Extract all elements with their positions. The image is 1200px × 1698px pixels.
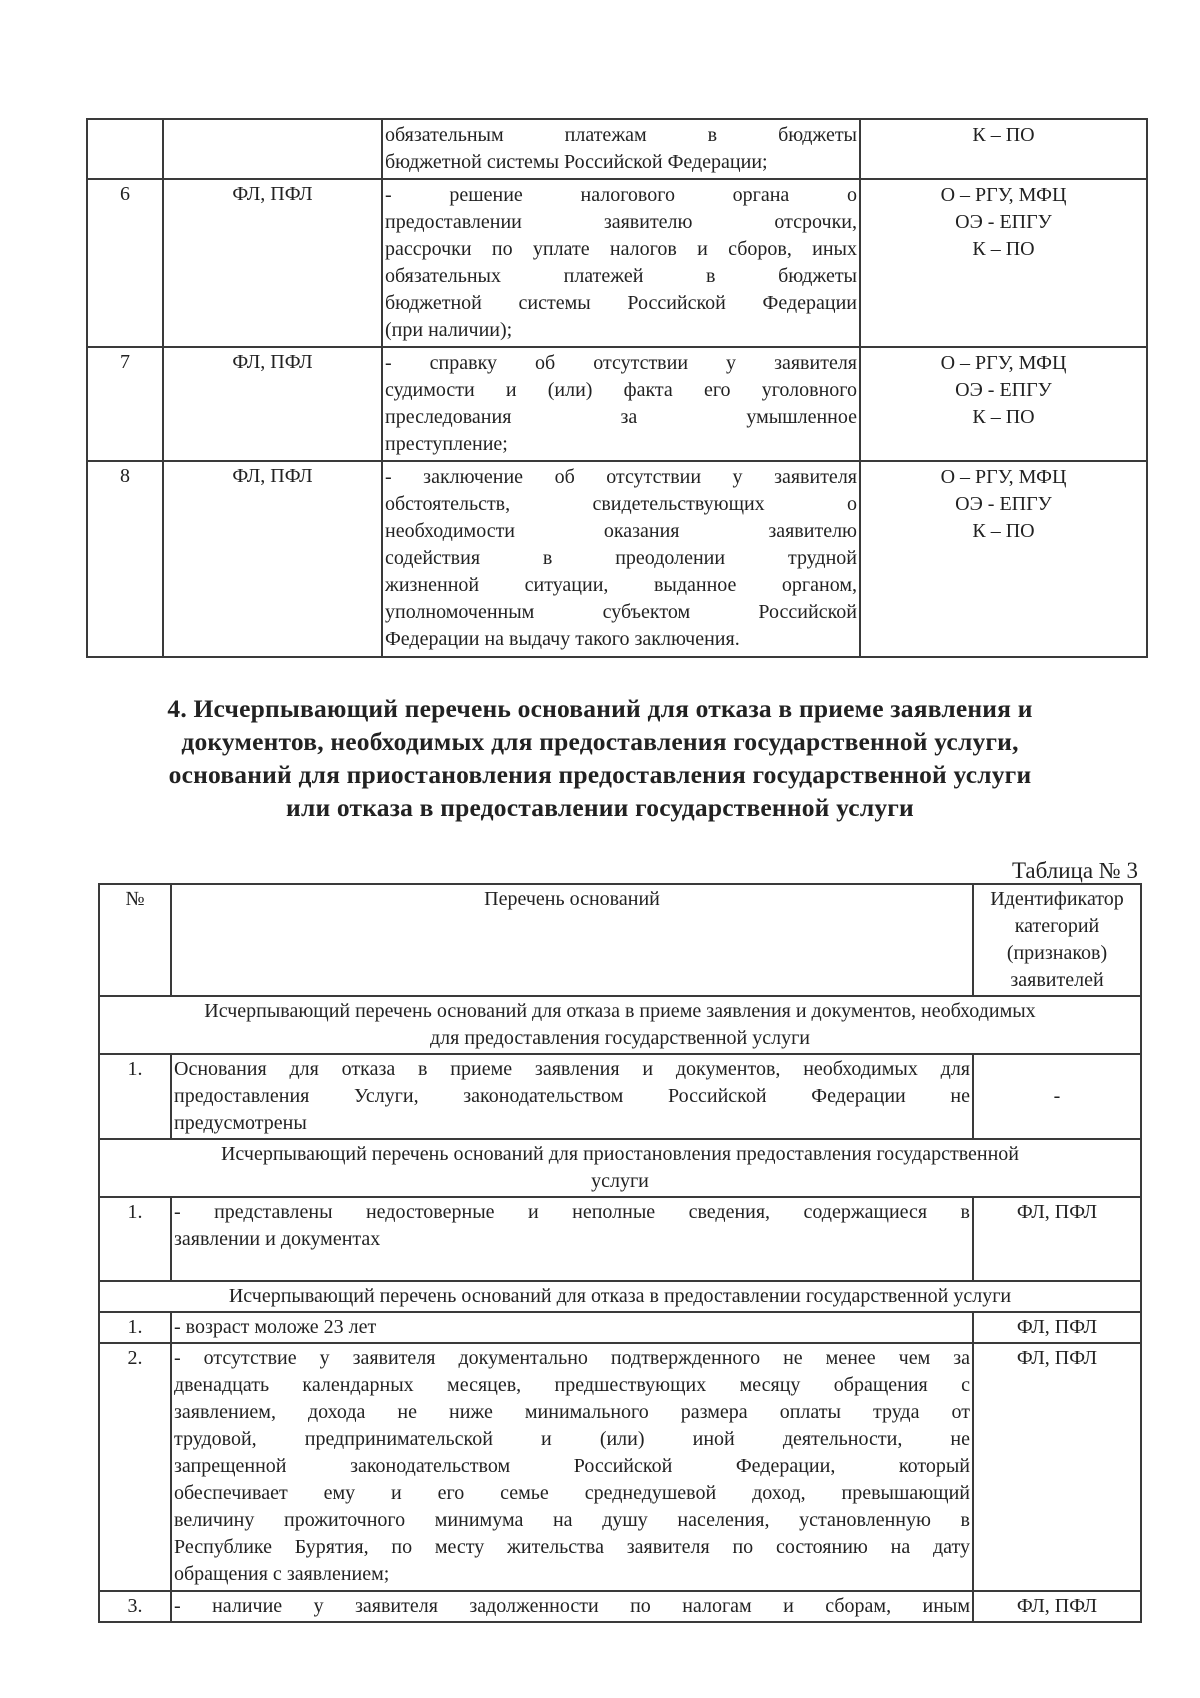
heading-line: 4. Исчерпывающий перечень оснований для отказа в приеме заявления и xyxy=(167,694,1033,723)
text-line: судимости и (или) факта его уголовного xyxy=(385,379,857,401)
method-line: К – ПО xyxy=(972,124,1035,146)
ground-text xyxy=(171,1343,973,1591)
method-line: ОЭ - ЕПГУ xyxy=(955,493,1052,515)
text-line: - возраст моложе 23 лет xyxy=(174,1316,377,1338)
header-grounds: Перечень оснований xyxy=(171,884,973,996)
grounds-table-body xyxy=(99,884,1141,1622)
applicant-identifier: ФЛ, ПФЛ xyxy=(973,1197,1141,1281)
grounds-table xyxy=(98,883,1142,1623)
row-number: 8 xyxy=(87,461,163,657)
text-line: обращения с заявлением; xyxy=(174,1563,390,1585)
text-line: - представлены недостоверные и неполные сведения, содержащиеся в xyxy=(174,1201,970,1223)
text-line: бюджетной системы Российской Федерации xyxy=(385,292,857,314)
header-line: (признаков) xyxy=(1006,942,1108,964)
method-line: К – ПО xyxy=(972,520,1035,542)
section-line: Исчерпывающий перечень оснований для приостановления предоставления государственной xyxy=(220,1143,1020,1165)
header-line: Идентификатор xyxy=(990,888,1124,910)
header-line: заявителей xyxy=(1010,969,1104,991)
section-row xyxy=(99,996,1141,1054)
row-number: 1. xyxy=(99,1054,171,1139)
header-line: категорий xyxy=(1014,915,1100,937)
text-line: бюджетной системы Российской Федерации; xyxy=(385,151,768,173)
text-line: Федерации на выдачу такого заключения. xyxy=(385,628,740,650)
table-row xyxy=(99,1591,1141,1622)
row-number: 7 xyxy=(87,347,163,461)
text-line: обязательных платежей в бюджеты xyxy=(385,265,857,287)
table-header-row xyxy=(99,884,1141,996)
section-row xyxy=(99,1139,1141,1197)
table-row xyxy=(99,1054,1141,1139)
table-row xyxy=(87,119,1147,179)
text-line: - решение налогового органа о xyxy=(385,184,857,206)
table-row xyxy=(99,1312,1141,1343)
text-line: величину прожиточного минимума на душу населения, установленную в xyxy=(174,1509,970,1531)
table-row xyxy=(87,461,1147,657)
document-description xyxy=(382,179,860,347)
submission-method xyxy=(860,347,1147,461)
ground-text xyxy=(171,1312,973,1343)
text-line: преследования за умышленное xyxy=(385,406,857,428)
text-line: - наличие у заявителя задолженности по налогам и сборам, иным xyxy=(174,1595,970,1617)
heading-line: оснований для приостановления предоставления государственной услуги xyxy=(168,760,1032,789)
document-description xyxy=(382,119,860,179)
text-line: жизненной ситуации, выданное органом, xyxy=(385,574,857,596)
applicant-category: ФЛ, ПФЛ xyxy=(163,347,382,461)
text-line: уполномоченным субъектом Российской xyxy=(385,601,857,623)
ground-text xyxy=(171,1591,973,1622)
text-line: необходимости оказания заявителю xyxy=(385,520,857,542)
section-row xyxy=(99,1281,1141,1312)
text-line: преступление; xyxy=(385,433,508,455)
row-number: 6 xyxy=(87,179,163,347)
text-line: - отсутствие у заявителя документально подтвержденного не менее чем за xyxy=(174,1347,970,1369)
row-number: 2. xyxy=(99,1343,171,1591)
method-line: О – РГУ, МФЦ xyxy=(940,352,1067,374)
submission-method xyxy=(860,119,1147,179)
section-line: услуги xyxy=(591,1170,649,1192)
section-title-suspension xyxy=(99,1139,1141,1197)
documents-table xyxy=(86,118,1148,658)
section-title-accept-refusal xyxy=(99,996,1141,1054)
text-line: обеспечивает ему и его семье среднедушевой доход, превышающий xyxy=(174,1482,970,1504)
ground-text xyxy=(171,1197,973,1281)
method-line: ОЭ - ЕПГУ xyxy=(955,211,1052,233)
heading-line: или отказа в предоставлении государственной услуги xyxy=(286,793,914,822)
text-line: обязательным платежам в бюджеты xyxy=(385,124,857,146)
table-row xyxy=(87,347,1147,461)
table-row xyxy=(99,1197,1141,1281)
text-line: содействия в преодолении трудной xyxy=(385,547,857,569)
submission-method xyxy=(860,461,1147,657)
text-line: Основания для отказа в приеме заявления и документов, необходимых для xyxy=(174,1058,970,1080)
table-caption: Таблица № 3 xyxy=(1011,858,1138,883)
row-number: 1. xyxy=(99,1197,171,1281)
document-description xyxy=(382,347,860,461)
header-number: № xyxy=(99,884,171,996)
applicant-category: ФЛ, ПФЛ xyxy=(163,461,382,657)
document-description xyxy=(382,461,860,657)
method-line: К – ПО xyxy=(972,406,1035,428)
heading-line: документов, необходимых для предоставления государственной услуги, xyxy=(181,727,1019,756)
text-line: предусмотрены xyxy=(174,1112,307,1134)
section-title-refusal: Исчерпывающий перечень оснований для отказа в предоставлении государственной услуги xyxy=(99,1281,1141,1312)
applicant-identifier: ФЛ, ПФЛ xyxy=(973,1591,1141,1622)
row-number xyxy=(87,119,163,179)
applicant-identifier: - xyxy=(973,1054,1141,1139)
applicant-category: ФЛ, ПФЛ xyxy=(163,179,382,347)
row-number: 1. xyxy=(99,1312,171,1343)
text-line: запрещенной законодательством Российской Федерации, который xyxy=(174,1455,970,1477)
text-line: предоставления Услуги, законодательством Российской Федерации не xyxy=(174,1085,970,1107)
submission-method xyxy=(860,179,1147,347)
method-line: ОЭ - ЕПГУ xyxy=(955,379,1052,401)
section-line: для предоставления государственной услуги xyxy=(429,1027,811,1049)
table-row xyxy=(87,179,1147,347)
ground-text xyxy=(171,1054,973,1139)
text-line: заявлении и документах xyxy=(174,1228,381,1250)
applicant-identifier: ФЛ, ПФЛ xyxy=(973,1312,1141,1343)
text-line: - справку об отсутствии у заявителя xyxy=(385,352,857,374)
applicant-identifier: ФЛ, ПФЛ xyxy=(973,1343,1141,1591)
section-heading xyxy=(100,692,1100,824)
method-line: О – РГУ, МФЦ xyxy=(940,466,1067,488)
text-line: (при наличии); xyxy=(385,319,513,341)
text-line: - заключение об отсутствии у заявителя xyxy=(385,466,857,488)
text-line: трудовой, предпринимательской и (или) иной деятельности, не xyxy=(174,1428,970,1450)
header-identifier xyxy=(973,884,1141,996)
text-line: рассрочки по уплате налогов и сборов, иных xyxy=(385,238,857,260)
text-line: предоставлении заявителю отсрочки, xyxy=(385,211,857,233)
table-row xyxy=(99,1343,1141,1591)
documents-table-body xyxy=(87,119,1147,657)
text-line: Республике Бурятия, по месту жительства заявителя по состоянию на дату xyxy=(174,1536,970,1558)
method-line: О – РГУ, МФЦ xyxy=(940,184,1067,206)
text-line: обстоятельств, свидетельствующих о xyxy=(385,493,857,515)
applicant-category xyxy=(163,119,382,179)
text-line: заявлением, дохода не ниже минимального размера оплаты труда от xyxy=(174,1401,970,1423)
row-number: 3. xyxy=(99,1591,171,1622)
text-line: двенадцать календарных месяцев, предшествующих месяцу обращения с xyxy=(174,1374,970,1396)
section-line: Исчерпывающий перечень оснований для отказа в приеме заявления и документов, необходимых xyxy=(204,1000,1036,1022)
method-line: К – ПО xyxy=(972,238,1035,260)
